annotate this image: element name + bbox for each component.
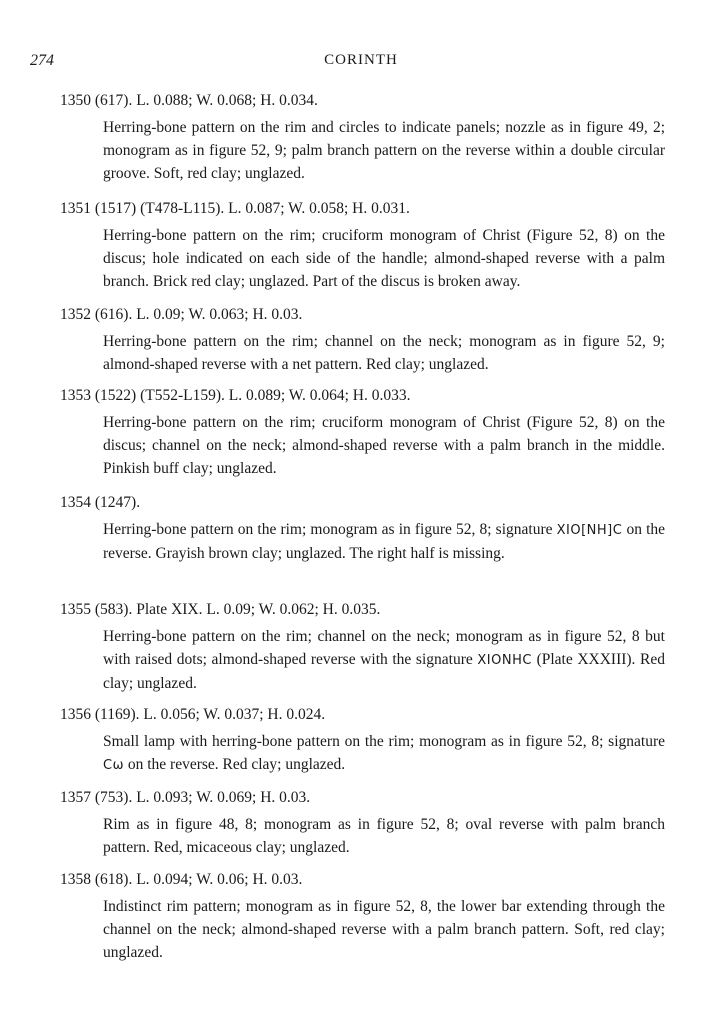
description-text: (Plate XXXIII). Red clay; unglazed.	[103, 651, 666, 692]
entry-head: 1351 (1517) (T478-L115). L. 0.087; W. 0.058; H. 0.031.	[60, 200, 410, 217]
entry-description: Rim as in figure 48, 8; monogram as in figure 52, 8; oval reverse with palm branch pattern. Red, micaceous clay; unglazed.	[103, 816, 665, 856]
entry-head: 1358 (618). L. 0.094; W. 0.06; H. 0.03.	[60, 871, 303, 888]
entry-head: 1356 (1169). L. 0.056; W. 0.037; H. 0.024.	[60, 706, 326, 723]
entry-description: Indistinct rim pattern; monogram as in figure 52, 8, the lower bar extending through the channel on the neck; almond-shaped reverse with a palm branch pattern. Soft, red clay; unglazed.	[103, 898, 665, 961]
entry-head: 1350 (617). L. 0.088; W. 0.068; H. 0.034.	[60, 92, 318, 109]
description-text: Herring-bone pattern on the rim; channel on the neck; monogram as in figure 52, 8 but with raised dots; almond-shaped reverse with the signature	[103, 628, 665, 668]
entry-description	[103, 518, 665, 565]
entry-head: 1355 (583). Plate XIX. L. 0.09; W. 0.062; H. 0.035.	[60, 601, 381, 618]
entry-description	[103, 730, 665, 777]
entry-head: 1353 (1522) (T552-L159). L. 0.089; W. 0.064; H. 0.033.	[60, 387, 411, 404]
entry-head: 1357 (753). L. 0.093; W. 0.069; H. 0.03.	[60, 789, 311, 806]
signature-inscription: Cω	[103, 758, 124, 773]
description-text: on the reverse. Red clay; unglazed.	[127, 756, 346, 773]
entry-head: 1354 (1247).	[60, 494, 141, 511]
entry-description: Herring-bone pattern on the rim; cruciform monogram of Christ (Figure 52, 8) on the discus; hole indicated on each side of the handle; almond-shaped reverse with a palm branch. Brick red clay; unglazed. Part of the discus is broken away.	[103, 227, 665, 290]
entry-description: Herring-bone pattern on the rim; cruciform monogram of Christ (Figure 52, 8) on the discus; channel on the neck; almond-shaped reverse with a palm branch in the middle. Pinkish buff clay; unglazed.	[103, 414, 665, 477]
description-text: on the reverse. Grayish brown clay; unglazed. The right half is missing.	[103, 521, 666, 562]
entry-description	[103, 625, 665, 695]
page-number: 274	[30, 52, 54, 69]
entry-head: 1352 (616). L. 0.09; W. 0.063; H. 0.03.	[60, 306, 303, 323]
description-text: Herring-bone pattern on the rim; monogram as in figure 52, 8; signature	[103, 521, 553, 538]
running-title: CORINTH	[324, 52, 398, 68]
entry-description: Herring-bone pattern on the rim and circles to indicate panels; nozzle as in figure 49, 2; monogram as in figure 52, 9; palm branch pattern on the reverse within a double circular groove. Soft, red clay; unglazed.	[103, 119, 665, 182]
signature-inscription: XIO[NH]C	[556, 523, 623, 538]
entry-description: Herring-bone pattern on the rim; channel on the neck; monogram as in figure 52, 9; almond-shaped reverse with a net pattern. Red clay; unglazed.	[103, 333, 665, 373]
description-text: Small lamp with herring-bone pattern on the rim; monogram as in figure 52, 8; signature	[103, 733, 665, 750]
signature-inscription: XIONHC	[477, 653, 532, 668]
